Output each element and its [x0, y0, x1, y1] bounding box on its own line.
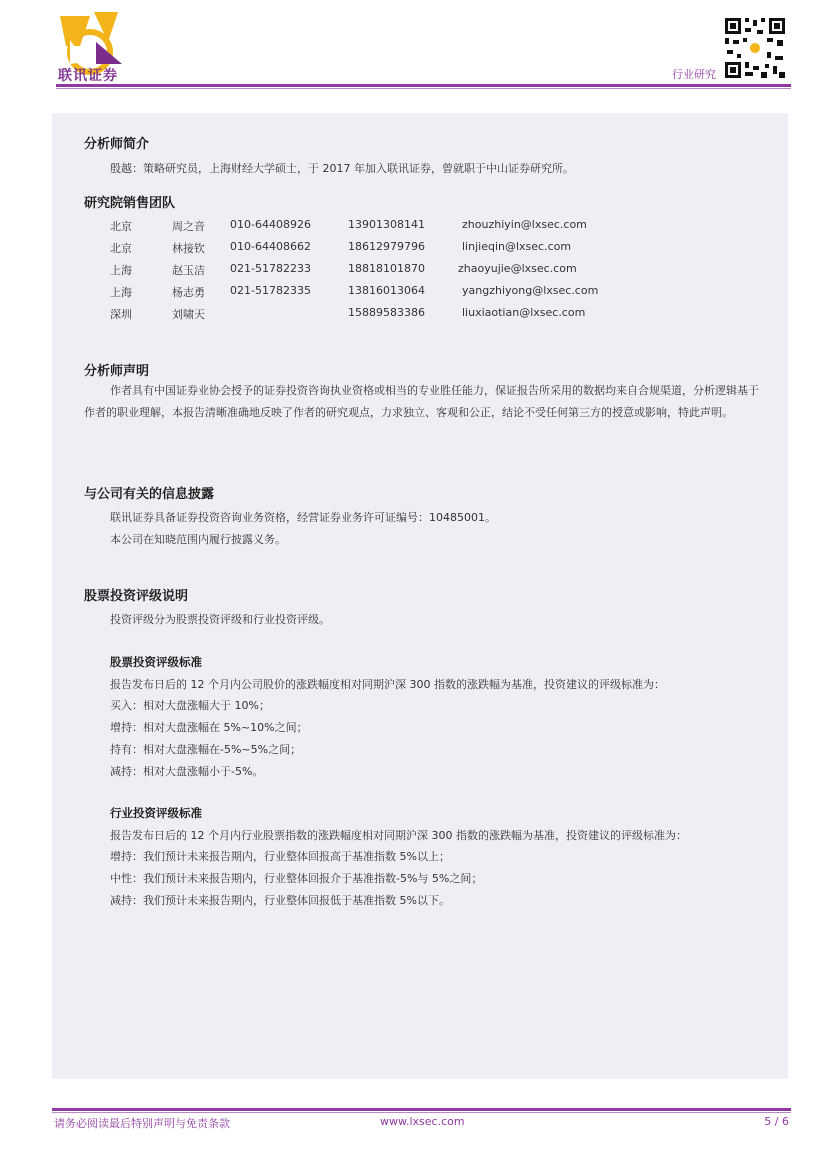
footer-divider-thin — [52, 1112, 791, 1113]
team-tel: 021-51782335 — [230, 284, 311, 297]
industry-rating-heading: 行业投资评级标准 — [110, 806, 202, 820]
team-name: 杨志勇 — [172, 286, 205, 299]
team-mobile: 13816013064 — [348, 284, 425, 297]
team-email[interactable]: linjieqin@lxsec.com — [462, 240, 572, 253]
team-city: 北京 — [110, 220, 132, 233]
team-mobile: 18612979796 — [348, 240, 425, 253]
sales-team-heading: 研究院销售团队 — [84, 196, 176, 211]
page-number: 5 / 6 — [764, 1115, 789, 1128]
industry-rating-item: 减持：我们预计未来报告期内，行业整体回报低于基准指数 5%以下。 — [110, 894, 450, 907]
team-name: 赵玉洁 — [172, 264, 205, 277]
footer-website-link[interactable]: www.lxsec.com — [380, 1115, 465, 1128]
stock-rating-heading: 股票投资评级标准 — [110, 655, 202, 669]
stock-rating-item: 买入：相对大盘涨幅大于 10%； — [110, 699, 270, 712]
team-city: 深圳 — [110, 308, 132, 321]
header-divider-thin — [56, 88, 791, 89]
team-tel: 010-64408662 — [230, 240, 311, 253]
section-label: 行业研究 — [672, 68, 716, 81]
team-city: 上海 — [110, 286, 132, 299]
disclosure-line-2: 本公司在知晓范围内履行披露义务。 — [110, 533, 286, 546]
logo-text: 联讯证券 — [58, 68, 118, 84]
analyst-intro-text: 殷越：策略研究员，上海财经大学硕士，于 2017 年加入联讯证券，曾就职于中山证券研究所。 — [110, 162, 574, 175]
team-email[interactable]: zhaoyujie@lxsec.com — [458, 262, 577, 275]
team-mobile: 13901308141 — [348, 218, 425, 231]
rating-heading: 股票投资评级说明 — [84, 589, 189, 604]
team-mobile: 15889583386 — [348, 306, 425, 319]
analyst-statement-text: 作者具有中国证券业协会授予的证券投资咨询执业资格或相当的专业胜任能力，保证报告所采用的数据均来自合规渠道，分析逻辑基于作者的职业理解，本报告清晰准确地反映了作者的研究观点，力求独立、客观和公正，结论不受任何第三方的授意或影响，特此声明。 — [84, 384, 759, 419]
rating-intro: 投资评级分为股票投资评级和行业投资评级。 — [110, 613, 330, 626]
stock-rating-item: 持有：相对大盘涨幅在-5%~5%之间； — [110, 743, 302, 756]
header-divider — [56, 84, 791, 87]
industry-rating-item: 中性：我们预计未来报告期内，行业整体回报介于基准指数-5%与 5%之间； — [110, 872, 483, 885]
footer-disclaimer: 请务必阅读最后特别声明与免责条款 — [54, 1117, 230, 1130]
team-tel: 021-51782233 — [230, 262, 311, 275]
stock-rating-item: 减持：相对大盘涨幅小于-5%。 — [110, 765, 264, 778]
analyst-statement-heading: 分析师声明 — [84, 364, 150, 379]
industry-rating-desc: 报告发布日后的 12 个月内行业股票指数的涨跌幅度相对同期沪深 300 指数的涨跌幅为基准，投资建议的评级标准为： — [110, 829, 687, 842]
team-city: 北京 — [110, 242, 132, 255]
analyst-intro-heading: 分析师简介 — [84, 137, 150, 152]
stock-rating-desc: 报告发布日后的 12 个月内公司股价的涨跌幅度相对同期沪深 300 指数的涨跌幅为基准，投资建议的评级标准为： — [110, 678, 665, 691]
team-mobile: 18818101870 — [348, 262, 425, 275]
team-name: 周之音 — [172, 220, 205, 233]
qr-code-icon — [723, 16, 787, 80]
team-email[interactable]: zhouzhiyin@lxsec.com — [462, 218, 587, 231]
team-name: 林接钦 — [172, 242, 205, 255]
footer-divider — [52, 1108, 791, 1111]
stock-rating-item: 增持：相对大盘涨幅在 5%~10%之间； — [110, 721, 308, 734]
disclosure-line-1: 联讯证券具备证券投资咨询业务资格，经营证券业务许可证编号：10485001。 — [110, 511, 496, 524]
team-email[interactable]: yangzhiyong@lxsec.com — [462, 284, 599, 297]
team-tel: 010-64408926 — [230, 218, 311, 231]
team-name: 刘啸天 — [172, 308, 205, 321]
industry-rating-item: 增持：我们预计未来报告期内，行业整体回报高于基准指数 5%以上； — [110, 850, 450, 863]
team-email[interactable]: liuxiaotian@lxsec.com — [462, 306, 586, 319]
disclosure-heading: 与公司有关的信息披露 — [84, 487, 215, 502]
team-city: 上海 — [110, 264, 132, 277]
